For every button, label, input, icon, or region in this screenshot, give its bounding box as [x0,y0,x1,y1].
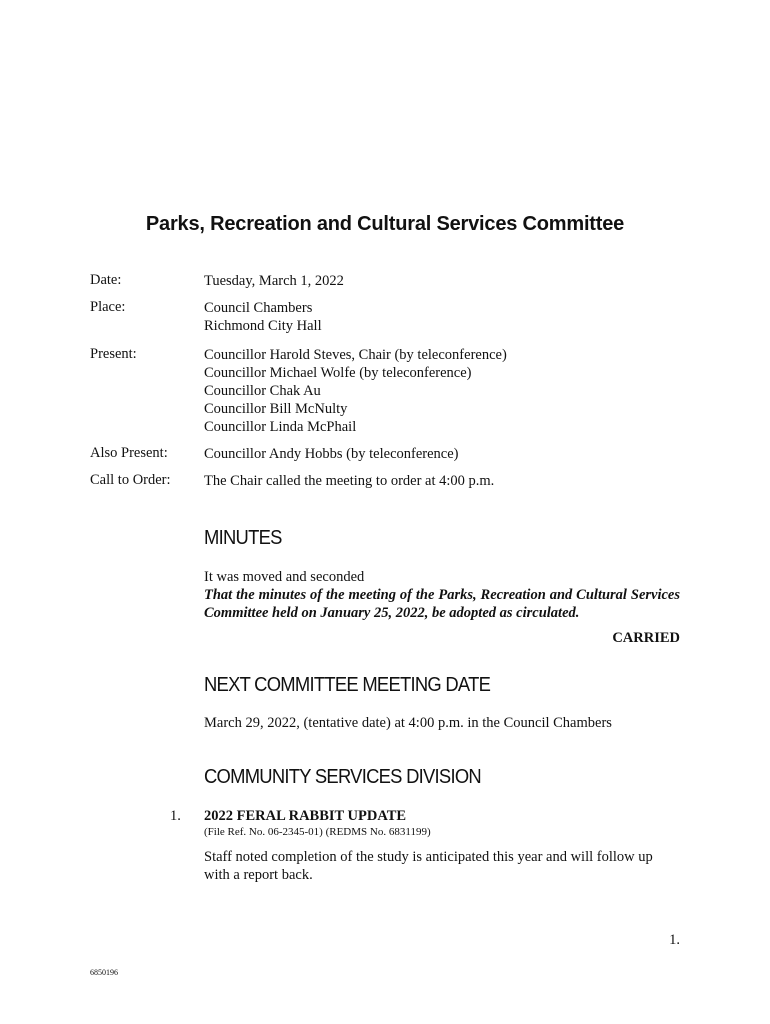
also-present-value: Councillor Andy Hobbs (by teleconference) [204,446,459,462]
minutes-heading: MINUTES [204,527,282,549]
document-title: Parks, Recreation and Cultural Services Committee [145,213,625,235]
present-member: Councillor Bill McNulty [204,401,348,417]
date-value: Tuesday, March 1, 2022 [204,273,344,289]
carried-label: CARRIED [612,630,680,646]
next-meeting-heading: NEXT COMMITTEE MEETING DATE [204,674,491,696]
call-to-order-value: The Chair called the meeting to order at 4:00 p.m. [204,473,495,489]
present-label: Present: [90,346,137,362]
place-line: Council Chambers [204,300,313,316]
item-number: 1. [170,808,181,824]
place-value [204,299,322,335]
date-label: Date: [90,272,122,288]
present-member: Councillor Harold Steves, Chair (by teleconference) [204,347,507,363]
place-line: Richmond City Hall [204,318,322,334]
present-list [204,346,507,436]
call-to-order-label: Call to Order: [90,472,171,488]
present-member: Councillor Chak Au [204,383,321,399]
motion-text: That the minutes of the meeting of the Parks, Recreation and Cultural Services Committee held on January 25, 2022, be adopted as circulated. [204,587,680,621]
document-id: 6850196 [90,968,118,977]
item-title: 2022 FERAL RABBIT UPDATE [204,808,407,824]
item-body: Staff noted completion of the study is anticipated this year and will follow up with a report back. [204,849,653,883]
present-member: Councillor Linda McPhail [204,419,357,435]
next-meeting-text: March 29, 2022, (tentative date) at 4:00 p.m. in the Council Chambers [204,715,612,731]
present-member: Councillor Michael Wolfe (by teleconference) [204,365,472,381]
community-services-heading: COMMUNITY SERVICES DIVISION [204,766,481,788]
also-present-label: Also Present: [90,445,168,461]
place-label: Place: [90,299,126,315]
moved-text: It was moved and seconded [204,569,365,585]
page-number: 1. [669,932,680,948]
file-reference: (File Ref. No. 06-2345-01) (REDMS No. 6831199) [204,826,431,838]
